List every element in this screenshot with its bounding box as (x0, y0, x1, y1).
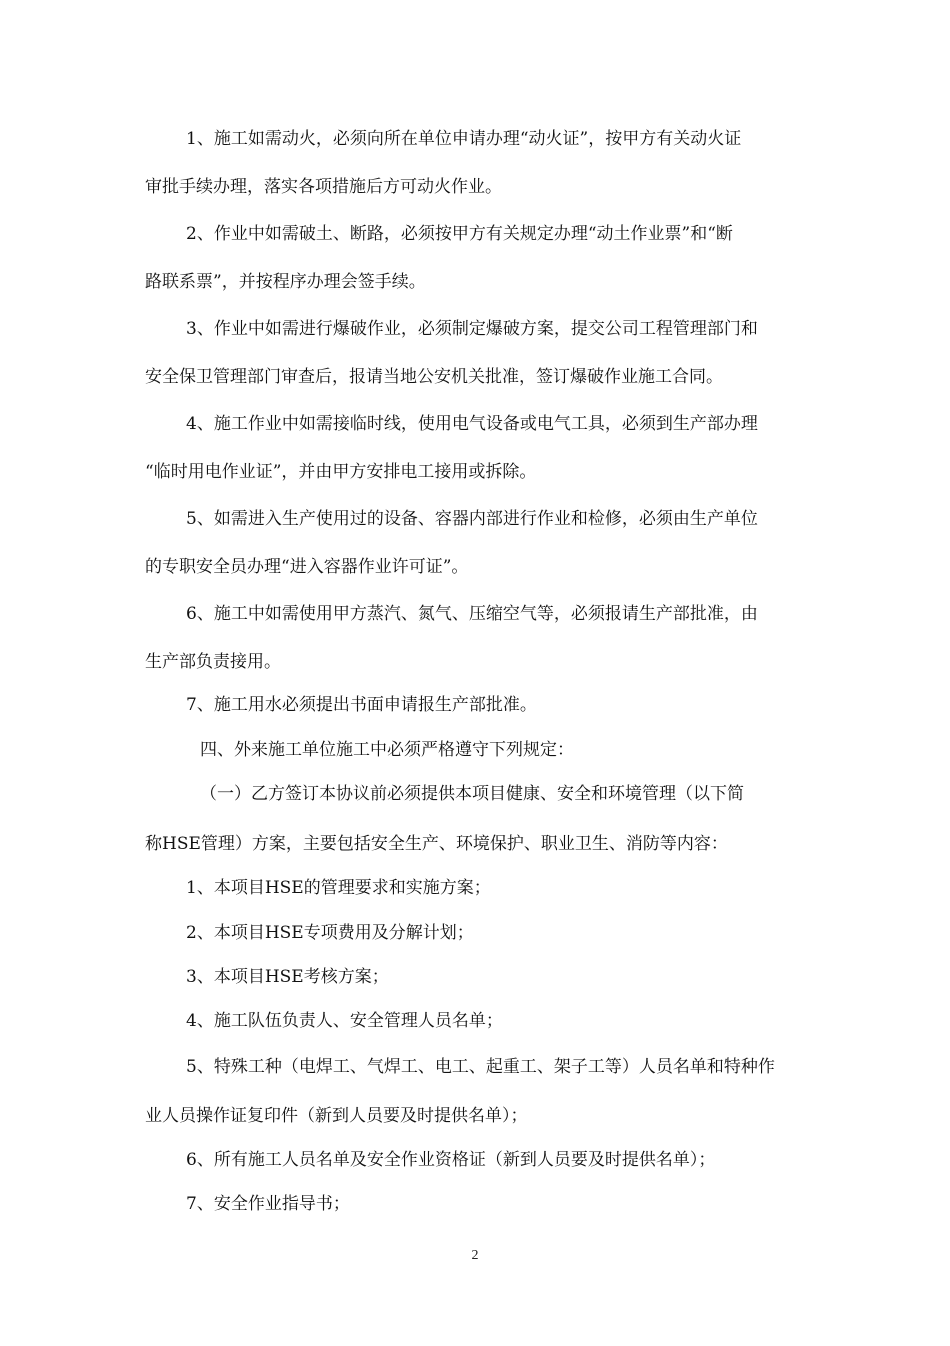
list-item: 3、本项目HSE考核方案； (186, 967, 389, 987)
paragraph-line: “临时用电作业证”，并由甲方安排电工接用或拆除。 (145, 462, 537, 482)
paragraph-line: 路联系票”，并按程序办理会签手续。 (145, 272, 426, 292)
page-number: 2 (471, 1248, 479, 1263)
list-item: 6、所有施工人员名单及安全作业资格证（新到人员要及时提供名单）； (186, 1150, 716, 1170)
list-item: 2、本项目HSE专项费用及分解计划； (186, 923, 474, 943)
paragraph-line: 2、作业中如需破土、断路，必须按甲方有关规定办理“动土作业票”和“断 (186, 224, 733, 244)
paragraph-line: 审批手续办理，落实各项措施后方可动火作业。 (145, 177, 502, 197)
paragraph-line: 1、施工如需动火，必须向所在单位申请办理“动火证”，按甲方有关动火证 (186, 129, 742, 149)
paragraph-line: 7、施工用水必须提出书面申请报生产部批准。 (186, 695, 537, 715)
paragraph-line: （一）乙方签订本协议前必须提供本项目健康、安全和环境管理（以下简 (200, 784, 744, 804)
list-item: 7、安全作业指导书； (186, 1194, 350, 1214)
list-item: 4、施工队伍负责人、安全管理人员名单； (186, 1011, 503, 1031)
paragraph-line: 3、作业中如需进行爆破作业，必须制定爆破方案，提交公司工程管理部门和 (186, 319, 758, 339)
list-item: 1、本项目HSE的管理要求和实施方案； (186, 878, 491, 898)
list-item: 业人员操作证复印件（新到人员要及时提供名单）； (145, 1106, 528, 1126)
paragraph-line: 安全保卫管理部门审查后，报请当地公安机关批准，签订爆破作业施工合同。 (145, 367, 723, 387)
list-item: 5、特殊工种（电焊工、气焊工、电工、起重工、架子工等）人员名单和特种作 (186, 1057, 775, 1077)
paragraph-line: 4、施工作业中如需接临时线，使用电气设备或电气工具，必须到生产部办理 (186, 414, 758, 434)
paragraph-line: 的专职安全员办理“进入容器作业许可证”。 (145, 557, 469, 577)
paragraph-line: 生产部负责接用。 (145, 652, 281, 672)
paragraph-line: 称HSE管理）方案，主要包括安全生产、环境保护、职业卫生、消防等内容： (145, 834, 728, 854)
paragraph-line: 5、如需进入生产使用过的设备、容器内部进行作业和检修，必须由生产单位 (186, 509, 758, 529)
paragraph-line: 6、施工中如需使用甲方蒸汽、氮气、压缩空气等，必须报请生产部批准，由 (186, 604, 758, 624)
section-heading: 四、外来施工单位施工中必须严格遵守下列规定： (200, 740, 574, 760)
